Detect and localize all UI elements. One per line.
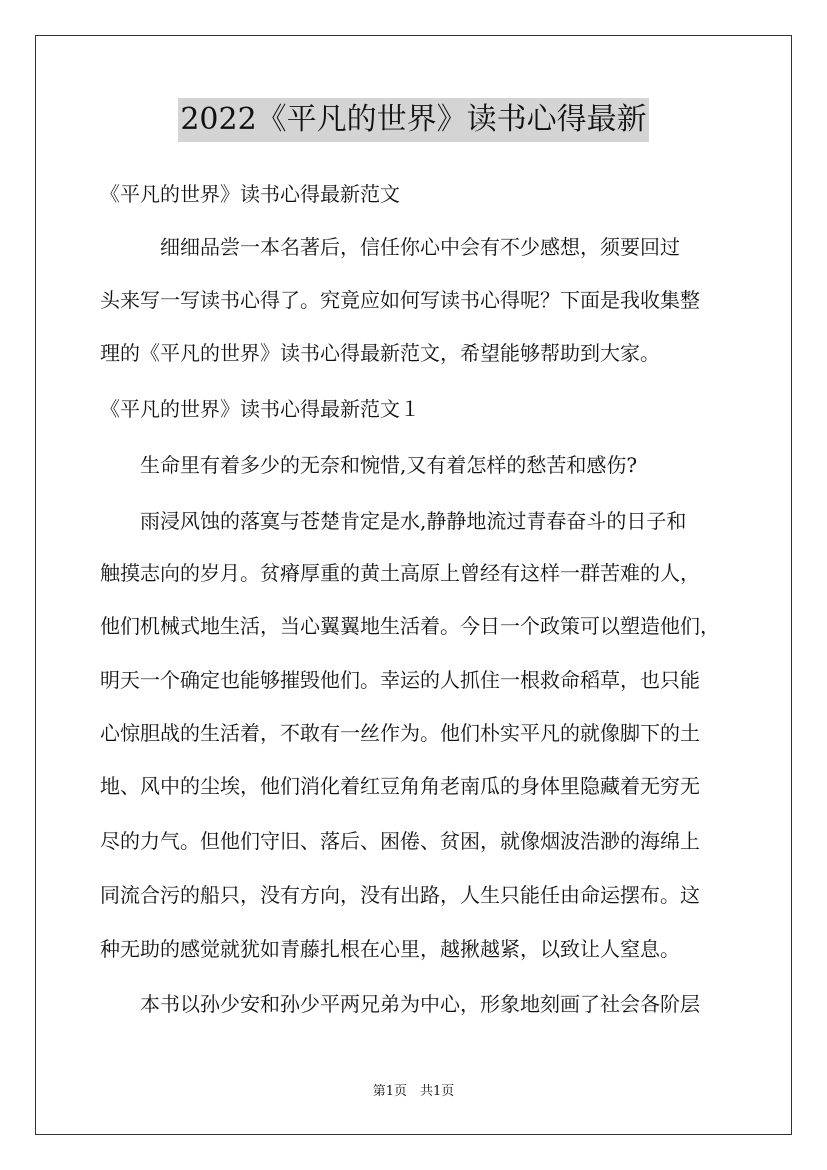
text-line: 理的《平凡的世界》读书心得最新范文，希望能够帮助到大家。: [100, 341, 660, 365]
text-line: 《平凡的世界》读书心得最新范文: [100, 182, 400, 206]
text-line: 《平凡的世界》读书心得最新范文１: [100, 397, 420, 421]
text-line: 种无助的感觉就犹如青藤扎根在心里，越揪越紧，以致让人窒息。: [100, 937, 680, 961]
text-line: 同流合污的船只，没有方向，没有出路，人生只能任由命运摆布。这: [100, 883, 700, 907]
page-footer: 第1页 共1页: [372, 1084, 455, 1099]
text-line: 他们机械式地生活，当心翼翼地生活着。今日一个政策可以塑造他们，: [100, 614, 720, 638]
text-line: 地、风中的尘埃，他们消化着红豆角角老南瓜的身体里隐藏着无穷无: [100, 774, 700, 798]
text-line: 头来写一写读书心得了。究竟应如何写读书心得呢？下面是我收集整: [100, 288, 700, 312]
title-container: [0, 98, 827, 142]
text-line: 明天一个确定也能够摧毁他们。幸运的人抓住一根救命稻草，也只能: [100, 668, 700, 692]
text-line: 触摸志向的岁月。贫瘠厚重的黄土高原上曾经有这样一群苦难的人，: [100, 561, 700, 585]
text-line: 心惊胆战的生活着，不敢有一丝作为。他们朴实平凡的就像脚下的土: [100, 721, 700, 745]
text-line: 生命里有着多少的无奈和惋惜,又有着怎样的愁苦和感伤?: [100, 453, 638, 477]
document-title: 2022《平凡的世界》读书心得最新: [178, 98, 648, 142]
text-line: 本书以孙少安和孙少平两兄弟为中心，形象地刻画了社会各阶层: [100, 992, 700, 1016]
text-line: 雨浸风蚀的落寞与苍楚肯定是水,静静地流过青春奋斗的日子和: [100, 509, 687, 533]
text-line: 尽的力气。但他们守旧、落后、困倦、贫困，就像烟波浩渺的海绵上: [100, 829, 700, 853]
text-line: 细细品尝一本名著后，信任你心中会有不少感想，须要回过: [100, 235, 680, 259]
